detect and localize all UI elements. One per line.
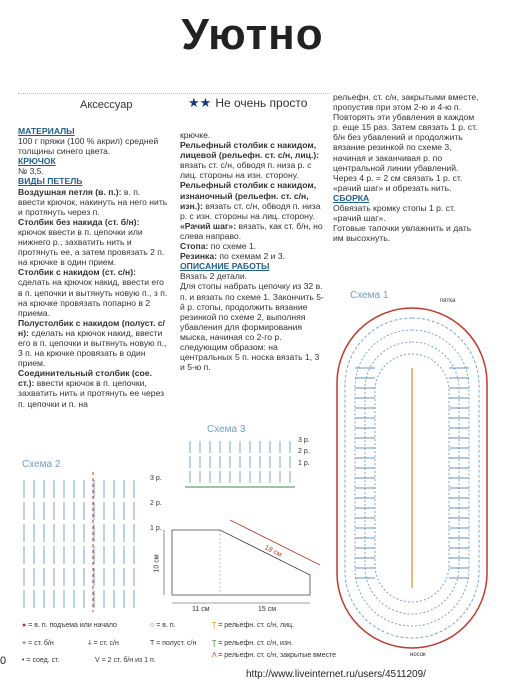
- legend-item: ↆ = ст. с/н: [88, 640, 119, 647]
- inc-icon: V: [95, 657, 100, 664]
- column-2: [180, 130, 326, 372]
- legend-item: Λ = рельефн. ст. с/н, закрытые вместе: [212, 652, 337, 659]
- term: Столбик с накидом (ст. с/н):: [18, 267, 136, 278]
- materials-heading: МАТЕРИАЛЫ: [18, 126, 75, 136]
- heel-label: пятка: [440, 298, 456, 304]
- relief-back-icon: Ʈ: [212, 640, 217, 647]
- work-heading: ОПИСАНИЕ РАБОТЫ: [180, 261, 270, 272]
- definition: по схеме 1.: [210, 241, 257, 252]
- header-divider: [18, 93, 330, 94]
- loop-dc: [18, 267, 168, 317]
- schema-3-row-label: 3 р.: [298, 437, 310, 444]
- relief-front: [180, 140, 326, 180]
- dimension-10: 10 см: [153, 554, 161, 573]
- relief-back: [180, 180, 326, 220]
- assembly-text-2: Готовые тапочки увлажнить и дать им высохнуть.: [333, 223, 472, 244]
- schema-2-row-label: 1 р.: [150, 525, 162, 532]
- loops-heading: ВИДЫ ПЕТЕЛЬ: [18, 176, 83, 187]
- legend-item: T = полуст. с/н: [150, 640, 197, 647]
- assembly-heading: СБОРКА: [333, 192, 370, 203]
- page-title: Уютно: [181, 10, 324, 59]
- schema-2-label: Схема 2: [22, 459, 61, 470]
- term: Рельефный столбик с накидом, лицевой (рельефн. ст. с/н, лиц.):: [180, 140, 320, 161]
- definition: вязать ст. с/н, обводя п. низа р. с изн. стороны на лиц. сторону.: [180, 200, 321, 221]
- chain-icon: ○: [150, 622, 155, 629]
- crab-stitch: [180, 221, 326, 241]
- chain-start-icon: ●: [22, 622, 27, 629]
- legend-item: ○ = в. п.: [150, 622, 176, 629]
- schema-3-row-label: 2 р.: [298, 448, 310, 455]
- term: Стопа:: [180, 241, 209, 252]
- relief-front-icon: Ʈ: [212, 622, 217, 629]
- slst-icon: •: [22, 657, 25, 664]
- definition: вязать, как ст. б/н, но слева направо.: [180, 220, 323, 241]
- schema-2-diagram: [18, 472, 148, 612]
- legend-item: Ʈ = рельефн. ст. с/н, лиц.: [212, 622, 294, 629]
- loop-sc: [18, 217, 168, 267]
- schema-1-label: Схема 1: [350, 290, 389, 301]
- term: Воздушная петля (в. п.):: [18, 186, 122, 197]
- work-text-2: Для стопы набрать цепочку из 32 в. п. и вязать по схеме 1. Закончить 5-й р. стопы, продолжить вязание резинкой по схеме 2, выполняя убавления для формирования мыска, начиная со 2-го р. следующим образом: на центральных 5 п. носка вязать 1, 3 и 5-ю п.: [180, 281, 324, 373]
- category-label: Аксессуар: [80, 99, 133, 111]
- column-1: [18, 126, 168, 409]
- hdc-icon: T: [150, 640, 155, 647]
- definition: ввести крючок в п. цепочки, захватить нить и протянуть ее через п. цепочки и п. на: [18, 378, 165, 409]
- dimension-15: 15 см: [258, 606, 277, 613]
- sole: [180, 241, 326, 251]
- toe-label: носок: [410, 652, 426, 658]
- work-text-3: рельефн. ст. с/н, закрытыми вместе, пропустив при этом 2-ю и 4-ю п. Повторять эти убавления в каждом р. еще 15 раз. Затем связать 1 р. ст. б/н без убавлений и продолжить вязание резинкой по схеме 3, начиная и заканчивая р. по центральной линии убавлений. Через 4 р. = 2 см связать 1 р. ст. «рачий шаг» и обрезать нить.: [333, 92, 479, 193]
- schema-3-row-label: 1 р.: [298, 460, 310, 467]
- schema-2-row-label: 2 р.: [150, 500, 162, 507]
- legend-item: ● = в. п. подъема или начало: [22, 622, 117, 629]
- term: Резинка:: [180, 251, 217, 262]
- dc-icon: ↆ: [88, 640, 92, 647]
- page-number: 0: [0, 655, 7, 667]
- difficulty-stars: ★★: [188, 95, 212, 110]
- hook-heading: КРЮЧОК: [18, 156, 56, 167]
- definition: сделать на крючок накид, ввести его в п. цепочки и вытянуть новую п., 3 п. на крючке провязать в один прием.: [18, 327, 167, 369]
- definition: в. п. ввести крючок, накинуть на него нить и протянуть через п.: [18, 186, 168, 217]
- sc-icon: +: [22, 640, 27, 647]
- work-text-1: Вязать 2 детали.: [180, 271, 248, 282]
- schema-3-diagram: [185, 437, 295, 492]
- pattern-drawing: [160, 500, 330, 615]
- definition: крючок ввести в п. цепочки или нижнего р., захватить нить и протянуть ее, а затем провязать 2 п. на крючке в один прием.: [18, 226, 165, 268]
- definition: сделать на крючок накид, ввести его в п. цепочки и вытянуть новую п., з п. на крючке провязать попарно в 2 приема.: [18, 277, 168, 318]
- loop-hdc: [18, 318, 168, 368]
- schema-2-row-label: 3 р.: [150, 475, 162, 482]
- schema-3-label: Схема 3: [207, 424, 246, 435]
- source-url[interactable]: http://www.liveinternet.ru/users/4511209/: [246, 669, 426, 680]
- legend-item: V = 2 ст. б/н из 1 п.: [95, 657, 156, 664]
- term: Полустолбик с накидом (полуст. с/н):: [18, 317, 165, 338]
- rib: [180, 251, 326, 261]
- dec-icon: Λ: [212, 652, 217, 659]
- difficulty-text: Не очень просто: [215, 96, 308, 110]
- dimension-18: 18 см: [263, 544, 283, 559]
- legend-item: • = соед. ст.: [22, 657, 60, 664]
- term: Столбик без накида (ст. б/н):: [18, 216, 140, 227]
- hook-text: № 3,5.: [18, 166, 44, 177]
- difficulty: [188, 95, 307, 111]
- term: Рельефный столбик с накидом, изнаночный (рельефн. ст. с/н, изн.):: [180, 180, 317, 211]
- loop-slst: [18, 368, 168, 408]
- term: Соединительный столбик (сое. ст.):: [18, 368, 152, 389]
- continuation: крючке.: [180, 130, 211, 140]
- term: «Рачий шаг»:: [180, 220, 237, 231]
- legend-item: + = ст. б/н: [22, 640, 54, 647]
- column-3: [333, 92, 483, 243]
- assembly-text-1: Обвязать кромку стопы 1 р. ст. «рачий шаг».: [333, 203, 456, 224]
- definition: по схемам 2 и 3.: [219, 251, 285, 262]
- dimension-11: 11 см: [192, 606, 210, 613]
- loop-chain: [18, 187, 168, 217]
- definition: вязать ст. с/н, обводя п. низа р. с лиц. стороны на изн. сторону.: [180, 160, 312, 181]
- legend-item: Ʈ = рельефн. ст. с/н, изн.: [212, 640, 293, 647]
- schema-1-diagram: [325, 298, 500, 660]
- materials-text: 100 г пряжи (100 % акрил) средней толщины синего цвета.: [18, 136, 159, 157]
